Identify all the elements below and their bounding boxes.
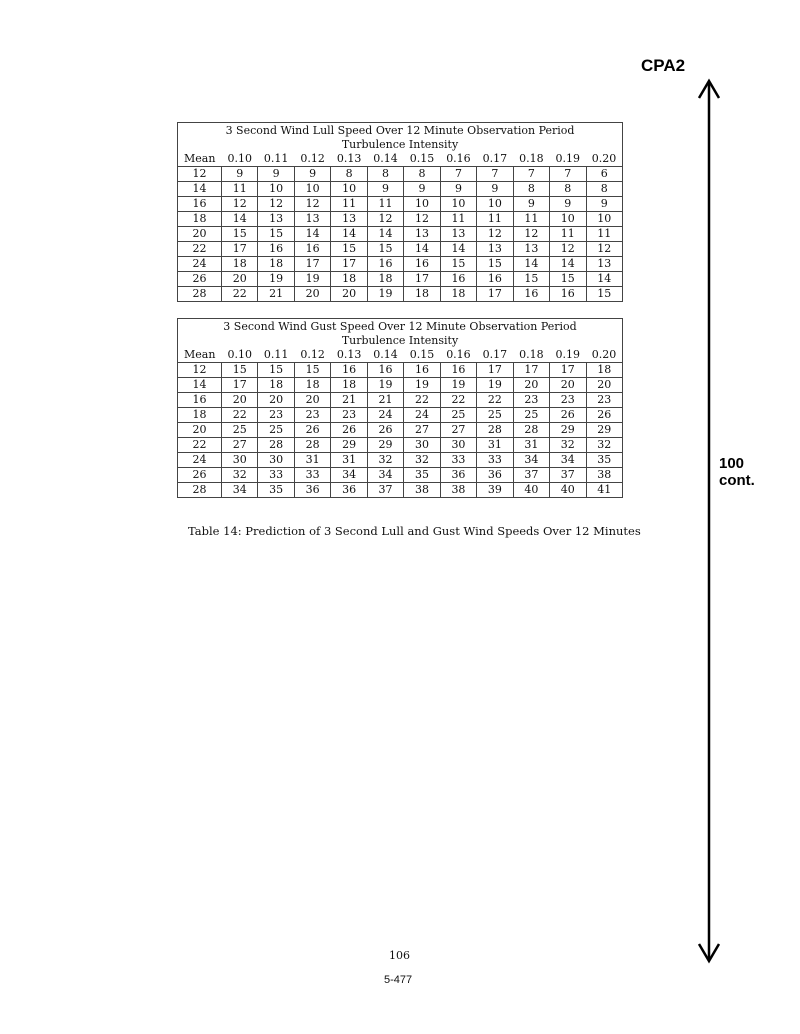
speed-cell: 9	[440, 182, 476, 197]
speed-cell: 16	[477, 272, 513, 287]
speed-cell: 32	[550, 438, 586, 453]
speed-cell: 25	[513, 408, 549, 423]
side-label	[719, 456, 755, 489]
speed-cell: 9	[258, 167, 294, 182]
speed-cell: 13	[477, 242, 513, 257]
speed-cell: 8	[367, 167, 403, 182]
speed-cell: 6	[586, 167, 622, 182]
speed-cell: 34	[367, 468, 403, 483]
speed-cell: 27	[222, 438, 258, 453]
speed-cell: 29	[331, 438, 367, 453]
mean-cell: 16	[178, 393, 222, 408]
speed-cell: 11	[222, 182, 258, 197]
speed-cell: 10	[294, 182, 330, 197]
speed-cell: 18	[404, 287, 440, 302]
speed-cell: 38	[404, 483, 440, 498]
speed-cell: 14	[513, 257, 549, 272]
speed-cell: 20	[331, 287, 367, 302]
table-subtitle: Turbulence Intensity	[178, 334, 623, 348]
speed-cell: 15	[258, 227, 294, 242]
table-caption: Table 14: Prediction of 3 Second Lull and Gust Wind Speeds Over 12 Minutes	[188, 524, 641, 538]
table-row	[178, 393, 623, 408]
speed-cell: 13	[294, 212, 330, 227]
speed-cell: 16	[404, 257, 440, 272]
speed-cell: 20	[258, 393, 294, 408]
speed-cell: 35	[404, 468, 440, 483]
table-row	[178, 438, 623, 453]
speed-cell: 41	[586, 483, 622, 498]
speed-cell: 27	[440, 423, 476, 438]
speed-cell: 15	[477, 257, 513, 272]
speed-cell: 18	[331, 378, 367, 393]
table-row	[178, 287, 623, 302]
table-row	[178, 197, 623, 212]
speed-cell: 14	[440, 242, 476, 257]
speed-cell: 33	[294, 468, 330, 483]
speed-cell: 26	[331, 423, 367, 438]
speed-cell: 9	[404, 182, 440, 197]
speed-cell: 29	[586, 423, 622, 438]
speed-cell: 14	[294, 227, 330, 242]
stamp-number: 5-477	[384, 974, 413, 986]
speed-cell: 34	[222, 483, 258, 498]
speed-cell: 20	[294, 393, 330, 408]
speed-cell: 21	[331, 393, 367, 408]
table-row	[178, 212, 623, 227]
speed-cell: 13	[258, 212, 294, 227]
speed-cell: 19	[367, 287, 403, 302]
speed-cell: 40	[513, 483, 549, 498]
speed-cell: 10	[586, 212, 622, 227]
page-number: 106	[389, 949, 410, 962]
speed-cell: 19	[477, 378, 513, 393]
speed-cell: 9	[294, 167, 330, 182]
speed-cell: 29	[367, 438, 403, 453]
header-turbulence-value: 0.12	[294, 348, 330, 363]
table-row	[178, 378, 623, 393]
header-turbulence-value: 0.19	[550, 152, 586, 167]
speed-cell: 7	[477, 167, 513, 182]
mean-cell: 24	[178, 453, 222, 468]
speed-cell: 28	[513, 423, 549, 438]
speed-cell: 17	[477, 287, 513, 302]
header-turbulence-value: 0.20	[586, 348, 622, 363]
mean-cell: 18	[178, 212, 222, 227]
speed-cell: 18	[440, 287, 476, 302]
speed-cell: 36	[477, 468, 513, 483]
speed-cell: 15	[331, 242, 367, 257]
speed-cell: 14	[404, 242, 440, 257]
speed-cell: 8	[331, 167, 367, 182]
speed-cell: 28	[477, 423, 513, 438]
speed-cell: 33	[477, 453, 513, 468]
speed-cell: 15	[222, 363, 258, 378]
table-header-row	[178, 152, 623, 167]
speed-cell: 17	[513, 363, 549, 378]
speed-cell: 17	[222, 242, 258, 257]
speed-cell: 18	[258, 378, 294, 393]
header-turbulence-value: 0.16	[440, 152, 476, 167]
header-mean: Mean	[178, 152, 222, 167]
speed-cell: 24	[367, 408, 403, 423]
speed-cell: 18	[586, 363, 622, 378]
mean-cell: 20	[178, 227, 222, 242]
speed-cell: 23	[294, 408, 330, 423]
speed-cell: 40	[550, 483, 586, 498]
speed-cell: 9	[222, 167, 258, 182]
mean-cell: 12	[178, 363, 222, 378]
speed-cell: 13	[404, 227, 440, 242]
speed-cell: 17	[331, 257, 367, 272]
mean-cell: 24	[178, 257, 222, 272]
speed-cell: 13	[331, 212, 367, 227]
header-turbulence-value: 0.17	[477, 152, 513, 167]
table-row	[178, 423, 623, 438]
header-turbulence-value: 0.15	[404, 348, 440, 363]
speed-cell: 18	[222, 257, 258, 272]
speed-cell: 10	[477, 197, 513, 212]
table-row	[178, 468, 623, 483]
speed-cell: 17	[404, 272, 440, 287]
header-turbulence-value: 0.13	[331, 348, 367, 363]
side-label-line: cont.	[719, 471, 755, 489]
speed-cell: 12	[294, 197, 330, 212]
speed-cell: 15	[440, 257, 476, 272]
speed-cell: 12	[404, 212, 440, 227]
speed-cell: 11	[477, 212, 513, 227]
speed-cell: 15	[550, 272, 586, 287]
mean-cell: 12	[178, 167, 222, 182]
table-row	[178, 242, 623, 257]
speed-cell: 8	[586, 182, 622, 197]
speed-cell: 12	[513, 227, 549, 242]
speed-cell: 19	[294, 272, 330, 287]
speed-cell: 36	[331, 483, 367, 498]
header-turbulence-value: 0.14	[367, 348, 403, 363]
speed-cell: 16	[331, 363, 367, 378]
speed-cell: 21	[258, 287, 294, 302]
header-turbulence-value: 0.11	[258, 152, 294, 167]
speed-cell: 7	[550, 167, 586, 182]
header-turbulence-value: 0.15	[404, 152, 440, 167]
speed-cell: 31	[294, 453, 330, 468]
table-title: 3 Second Wind Lull Speed Over 12 Minute Observation Period	[178, 123, 623, 139]
speed-cell: 20	[550, 378, 586, 393]
speed-cell: 8	[404, 167, 440, 182]
speed-cell: 25	[222, 423, 258, 438]
header-turbulence-value: 0.17	[477, 348, 513, 363]
speed-cell: 18	[294, 378, 330, 393]
speed-cell: 30	[222, 453, 258, 468]
speed-cell: 31	[331, 453, 367, 468]
speed-cell: 19	[367, 378, 403, 393]
speed-cell: 19	[440, 378, 476, 393]
speed-cell: 31	[477, 438, 513, 453]
header-turbulence-value: 0.14	[367, 152, 403, 167]
speed-cell: 18	[258, 257, 294, 272]
speed-cell: 23	[258, 408, 294, 423]
header-mean: Mean	[178, 348, 222, 363]
speed-cell: 32	[586, 438, 622, 453]
table-row	[178, 408, 623, 423]
speed-cell: 28	[258, 438, 294, 453]
speed-cell: 18	[331, 272, 367, 287]
speed-cell: 23	[331, 408, 367, 423]
speed-cell: 11	[550, 227, 586, 242]
speed-cell: 36	[294, 483, 330, 498]
header-turbulence-value: 0.10	[222, 348, 258, 363]
speed-cell: 26	[586, 408, 622, 423]
speed-cell: 19	[404, 378, 440, 393]
speed-cell: 10	[258, 182, 294, 197]
speed-cell: 9	[513, 197, 549, 212]
speed-cell: 7	[513, 167, 549, 182]
speed-cell: 22	[440, 393, 476, 408]
speed-cell: 9	[477, 182, 513, 197]
mean-cell: 28	[178, 483, 222, 498]
speed-cell: 12	[258, 197, 294, 212]
mean-cell: 14	[178, 378, 222, 393]
speed-cell: 26	[367, 423, 403, 438]
speed-cell: 16	[440, 272, 476, 287]
speed-cell: 12	[586, 242, 622, 257]
table-row	[178, 453, 623, 468]
lull-speed-table	[177, 122, 623, 302]
speed-cell: 37	[367, 483, 403, 498]
speed-cell: 8	[550, 182, 586, 197]
speed-cell: 30	[258, 453, 294, 468]
speed-cell: 25	[477, 408, 513, 423]
speed-cell: 15	[367, 242, 403, 257]
mean-cell: 28	[178, 287, 222, 302]
speed-cell: 20	[586, 378, 622, 393]
speed-cell: 17	[477, 363, 513, 378]
speed-cell: 13	[586, 257, 622, 272]
speed-cell: 17	[222, 378, 258, 393]
speed-cell: 15	[586, 287, 622, 302]
speed-cell: 26	[294, 423, 330, 438]
header-turbulence-value: 0.12	[294, 152, 330, 167]
speed-cell: 8	[513, 182, 549, 197]
speed-cell: 13	[513, 242, 549, 257]
speed-cell: 17	[550, 363, 586, 378]
double-arrow-icon	[696, 78, 722, 964]
speed-cell: 36	[440, 468, 476, 483]
header-turbulence-value: 0.16	[440, 348, 476, 363]
speed-cell: 16	[440, 363, 476, 378]
table-body	[178, 363, 623, 498]
speed-cell: 23	[586, 393, 622, 408]
mean-cell: 16	[178, 197, 222, 212]
table-subtitle: Turbulence Intensity	[178, 138, 623, 152]
speed-cell: 19	[258, 272, 294, 287]
mean-cell: 26	[178, 468, 222, 483]
speed-cell: 16	[294, 242, 330, 257]
mean-cell: 26	[178, 272, 222, 287]
speed-cell: 14	[550, 257, 586, 272]
table-row	[178, 257, 623, 272]
header-turbulence-value: 0.18	[513, 152, 549, 167]
table-row	[178, 167, 623, 182]
speed-cell: 15	[513, 272, 549, 287]
speed-cell: 21	[367, 393, 403, 408]
speed-cell: 23	[550, 393, 586, 408]
table-row	[178, 483, 623, 498]
speed-cell: 15	[258, 363, 294, 378]
speed-cell: 39	[477, 483, 513, 498]
table-row	[178, 227, 623, 242]
speed-cell: 11	[367, 197, 403, 212]
speed-cell: 12	[550, 242, 586, 257]
mean-cell: 14	[178, 182, 222, 197]
speed-cell: 38	[440, 483, 476, 498]
speed-cell: 38	[586, 468, 622, 483]
speed-cell: 25	[258, 423, 294, 438]
header-turbulence-value: 0.10	[222, 152, 258, 167]
speed-cell: 17	[294, 257, 330, 272]
speed-cell: 23	[513, 393, 549, 408]
table-row	[178, 272, 623, 287]
header-turbulence-value: 0.13	[331, 152, 367, 167]
speed-cell: 34	[513, 453, 549, 468]
mean-cell: 20	[178, 423, 222, 438]
table-row	[178, 182, 623, 197]
speed-cell: 11	[586, 227, 622, 242]
speed-cell: 37	[513, 468, 549, 483]
speed-cell: 15	[222, 227, 258, 242]
speed-cell: 18	[367, 272, 403, 287]
speed-cell: 22	[222, 408, 258, 423]
speed-cell: 9	[550, 197, 586, 212]
speed-cell: 11	[513, 212, 549, 227]
speed-cell: 24	[404, 408, 440, 423]
speed-cell: 35	[586, 453, 622, 468]
mean-cell: 22	[178, 438, 222, 453]
speed-cell: 16	[404, 363, 440, 378]
speed-cell: 15	[294, 363, 330, 378]
speed-cell: 25	[440, 408, 476, 423]
speed-cell: 22	[477, 393, 513, 408]
speed-cell: 16	[550, 287, 586, 302]
table-title: 3 Second Wind Gust Speed Over 12 Minute Observation Period	[178, 319, 623, 335]
gust-speed-table	[177, 318, 623, 498]
speed-cell: 34	[550, 453, 586, 468]
speed-cell: 27	[404, 423, 440, 438]
speed-cell: 11	[440, 212, 476, 227]
mean-cell: 18	[178, 408, 222, 423]
speed-cell: 13	[440, 227, 476, 242]
table-row	[178, 363, 623, 378]
speed-cell: 28	[294, 438, 330, 453]
speed-cell: 34	[331, 468, 367, 483]
speed-cell: 31	[513, 438, 549, 453]
header-turbulence-value: 0.19	[550, 348, 586, 363]
mean-cell: 22	[178, 242, 222, 257]
side-label-line: 100	[719, 455, 745, 472]
speed-cell: 9	[367, 182, 403, 197]
speed-cell: 35	[258, 483, 294, 498]
speed-cell: 12	[222, 197, 258, 212]
table-body	[178, 167, 623, 302]
header-turbulence-value: 0.11	[258, 348, 294, 363]
speed-cell: 22	[404, 393, 440, 408]
speed-cell: 32	[404, 453, 440, 468]
speed-cell: 11	[331, 197, 367, 212]
speed-cell: 30	[404, 438, 440, 453]
speed-cell: 7	[440, 167, 476, 182]
speed-cell: 14	[222, 212, 258, 227]
speed-cell: 10	[550, 212, 586, 227]
speed-cell: 32	[367, 453, 403, 468]
speed-cell: 32	[222, 468, 258, 483]
speed-cell: 16	[367, 257, 403, 272]
speed-cell: 20	[222, 272, 258, 287]
speed-cell: 16	[513, 287, 549, 302]
speed-cell: 14	[331, 227, 367, 242]
header-turbulence-value: 0.20	[586, 152, 622, 167]
speed-cell: 10	[440, 197, 476, 212]
speed-cell: 20	[513, 378, 549, 393]
speed-cell: 10	[331, 182, 367, 197]
speed-cell: 12	[367, 212, 403, 227]
table-header-row	[178, 348, 623, 363]
speed-cell: 26	[550, 408, 586, 423]
speed-cell: 33	[440, 453, 476, 468]
speed-cell: 30	[440, 438, 476, 453]
speed-cell: 20	[294, 287, 330, 302]
speed-cell: 14	[586, 272, 622, 287]
speed-cell: 29	[550, 423, 586, 438]
speed-cell: 37	[550, 468, 586, 483]
cpa2-label: CPA2	[641, 56, 686, 75]
speed-cell: 20	[222, 393, 258, 408]
speed-cell: 16	[367, 363, 403, 378]
speed-cell: 22	[222, 287, 258, 302]
speed-cell: 14	[367, 227, 403, 242]
speed-cell: 9	[586, 197, 622, 212]
speed-cell: 10	[404, 197, 440, 212]
speed-cell: 16	[258, 242, 294, 257]
speed-cell: 33	[258, 468, 294, 483]
header-turbulence-value: 0.18	[513, 348, 549, 363]
speed-cell: 12	[477, 227, 513, 242]
